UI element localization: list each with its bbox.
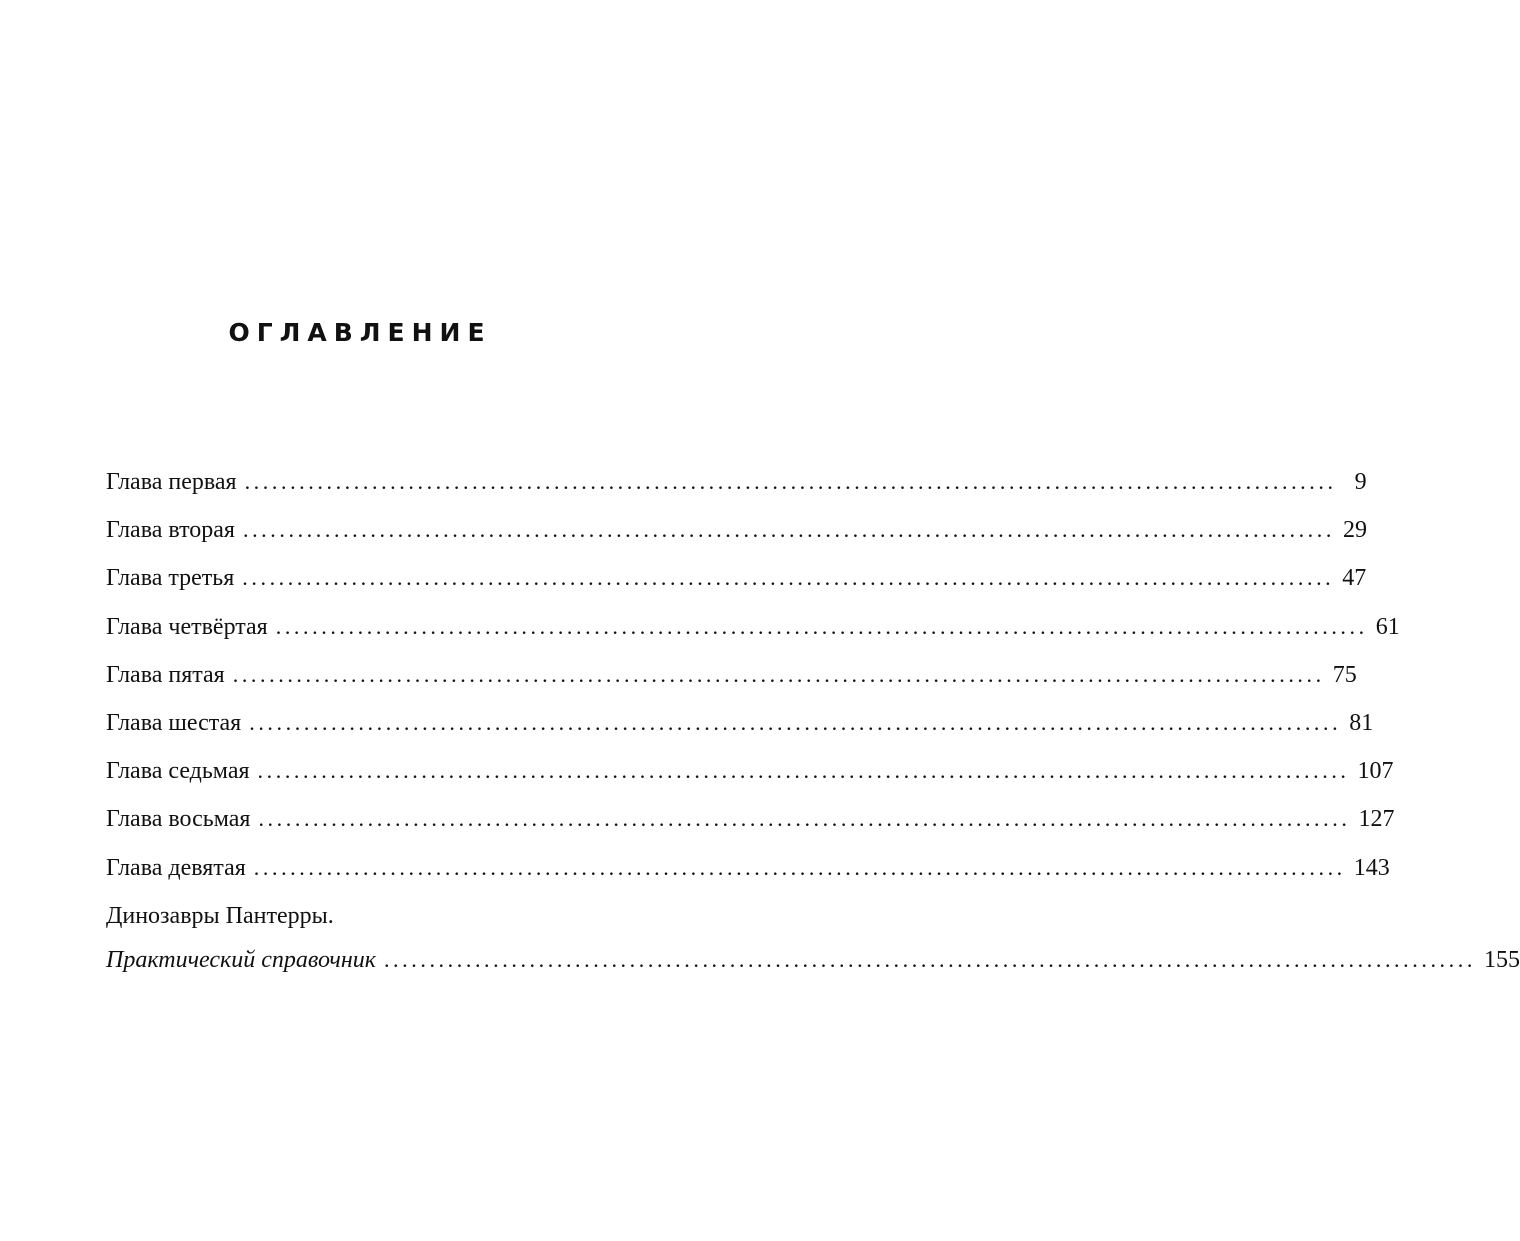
toc-entry[interactable] bbox=[106, 754, 1394, 802]
toc-leader-dots: ........................................................................................................................ bbox=[253, 854, 1346, 880]
toc-entry-label: Глава первая bbox=[106, 469, 237, 495]
toc-entry-page: 61 bbox=[1375, 613, 1400, 640]
toc-appendix-title: Динозавры Пантерры. bbox=[106, 902, 334, 929]
toc-entry[interactable] bbox=[106, 465, 1367, 513]
toc-entry-label: Глава вторая bbox=[106, 517, 235, 544]
toc-entry[interactable] bbox=[106, 802, 1395, 850]
toc-entry-page: 29 bbox=[1342, 517, 1367, 544]
toc-entry[interactable] bbox=[106, 658, 1357, 706]
toc-entry-label: Глава третья bbox=[106, 565, 235, 592]
toc-entry-page: 47 bbox=[1342, 565, 1367, 592]
toc-entry[interactable] bbox=[106, 851, 1390, 899]
toc-entry[interactable] bbox=[106, 706, 1374, 754]
page-title: ОГЛАВЛЕНИЕ bbox=[228, 318, 492, 347]
toc-entry-label: Глава девятая bbox=[106, 854, 246, 881]
toc-entry-label: Глава пятая bbox=[106, 661, 225, 688]
toc-leader-dots: ........................................................................................................................ bbox=[244, 469, 1337, 494]
toc-entry-page: 81 bbox=[1349, 709, 1374, 736]
toc-leader-dots: ........................................................................................................................ bbox=[249, 709, 1342, 735]
toc-entry-page: 9 bbox=[1354, 469, 1367, 495]
toc-leader-dots: ........................................................................................................................ bbox=[242, 517, 1335, 543]
toc-entry-page: 107 bbox=[1357, 758, 1394, 785]
toc-leader-dots: ........................................................................................................................ bbox=[242, 565, 1335, 591]
toc-leader-dots: ........................................................................................................................ bbox=[383, 946, 1476, 972]
toc-leader-dots: ........................................................................................................................ bbox=[258, 806, 1351, 832]
toc-leader-dots: ........................................................................................................................ bbox=[275, 613, 1368, 639]
toc-entry-label: Глава четвёртая bbox=[106, 613, 268, 640]
toc-entry-label: Глава седьмая bbox=[106, 758, 250, 785]
toc-leader-dots: ........................................................................................................................ bbox=[232, 661, 1325, 687]
toc-entry-page: 75 bbox=[1332, 661, 1357, 688]
toc-entry[interactable] bbox=[106, 610, 1400, 658]
table-of-contents bbox=[106, 465, 1520, 991]
toc-entry-page: 143 bbox=[1353, 854, 1390, 881]
toc-entry-label: Практический справочник bbox=[106, 946, 376, 973]
toc-entry[interactable] bbox=[106, 513, 1367, 561]
toc-entry[interactable] bbox=[106, 561, 1367, 609]
toc-entry-page: 155 bbox=[1483, 946, 1520, 973]
toc-entry-label: Глава восьмая bbox=[106, 806, 251, 833]
toc-entry-appendix[interactable] bbox=[106, 943, 1520, 991]
toc-entry-label: Глава шестая bbox=[106, 709, 242, 736]
toc-entry-page: 127 bbox=[1358, 806, 1395, 833]
toc-leader-dots: ........................................................................................................................ bbox=[257, 758, 1350, 784]
